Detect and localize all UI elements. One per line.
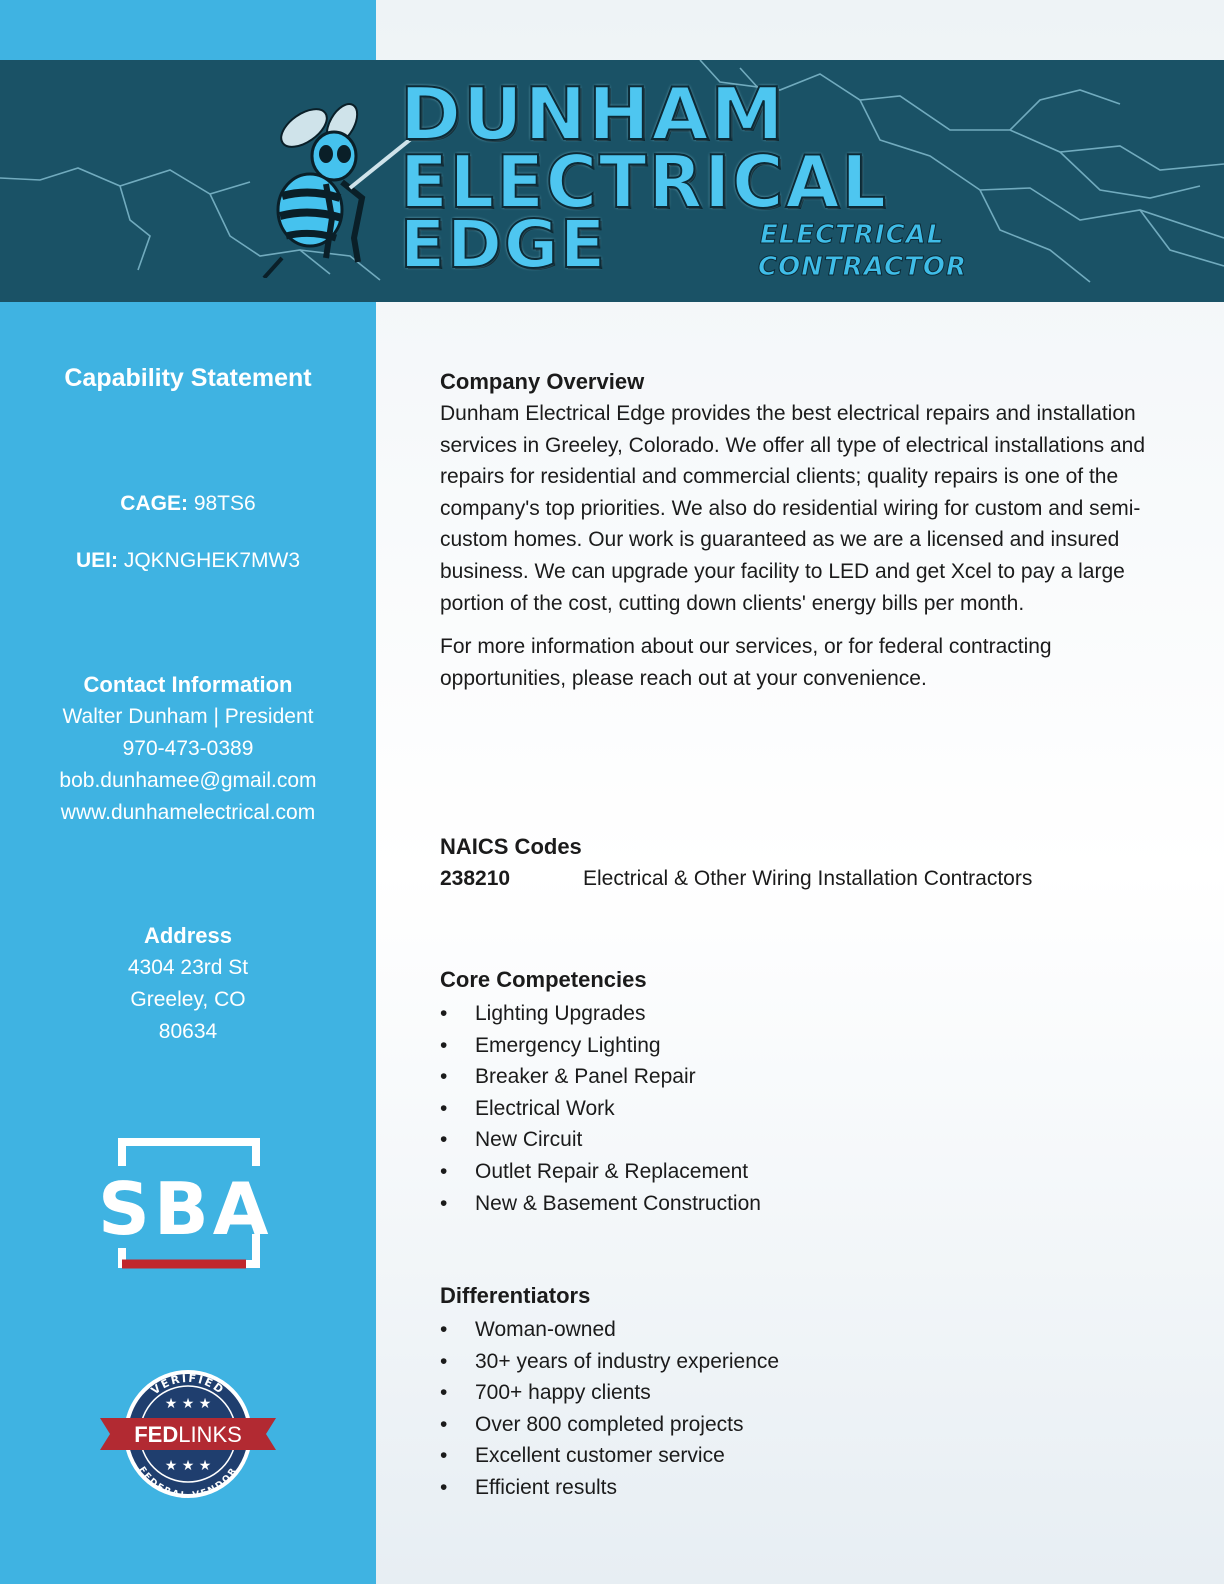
bullet-icon: • <box>440 1096 448 1120</box>
naics-row <box>440 863 1160 895</box>
sba-logo-text: SBA <box>98 1167 273 1251</box>
list-item-text: 30+ years of industry experience <box>475 1349 780 1373</box>
logo-line-electrical: ELECTRICAL <box>400 140 888 224</box>
bullet-icon: • <box>440 1065 448 1089</box>
contact-name: Walter Dunham | President <box>62 705 314 728</box>
company-overview-heading: Company Overview <box>440 369 645 394</box>
contact-block <box>0 669 376 829</box>
list-item-text: Over 800 completed projects <box>475 1412 744 1436</box>
cage-label: CAGE: <box>120 492 188 515</box>
list-item <box>440 1377 1160 1409</box>
bullet-icon: • <box>440 1412 448 1436</box>
list-item <box>440 1124 1160 1156</box>
list-item <box>440 1440 1160 1472</box>
cage-value: 98TS6 <box>193 492 256 515</box>
list-item <box>440 1093 1160 1125</box>
address-line2: Greeley, CO <box>130 988 246 1011</box>
svg-text:FEDLINKS <box>134 1422 242 1447</box>
list-item-text: 700+ happy clients <box>475 1381 651 1405</box>
contact-website[interactable]: www.dunhamelectrical.com <box>60 801 316 824</box>
bullet-icon: • <box>440 1159 448 1183</box>
logo-sub-contractor: CONTRACTOR <box>758 252 967 282</box>
list-item-text: Woman-owned <box>475 1318 616 1341</box>
core-competencies-list <box>440 998 1160 1219</box>
address-block <box>0 920 376 1048</box>
naics-section <box>440 831 1160 895</box>
star-icon: ★ ★ ★ <box>164 1458 212 1474</box>
differentiators-section <box>440 1280 1160 1504</box>
fedlinks-federal-vendor: FEDERAL VENDOR <box>136 1465 240 1502</box>
bullet-icon: • <box>440 1381 448 1405</box>
naics-heading: NAICS Codes <box>440 834 582 859</box>
bullet-icon: • <box>440 1128 448 1152</box>
contact-email[interactable]: bob.dunhamee@gmail.com <box>59 769 317 792</box>
list-item-text: New & Basement Construction <box>475 1191 761 1215</box>
company-overview-section <box>440 366 1160 694</box>
star-icon: ★ ★ ★ <box>164 1396 212 1412</box>
contact-heading: Contact Information <box>83 672 293 697</box>
bullet-icon: • <box>440 1191 448 1215</box>
list-item <box>440 1030 1160 1062</box>
logo-line-dunham: DUNHAM <box>400 72 786 156</box>
list-item-text: Efficient results <box>475 1475 618 1499</box>
list-item <box>440 998 1160 1030</box>
logo-line-edge: EDGE <box>400 206 608 283</box>
contact-invitation-text: For more information about our services, or for federal contracting opportunities, please reach out at your convenience. <box>440 635 1052 690</box>
bee-mascot-icon <box>262 98 412 278</box>
core-competencies-heading: Core Competencies <box>440 967 647 992</box>
list-item-text: Emergency Lighting <box>475 1033 661 1057</box>
uei-label: UEI: <box>75 549 118 572</box>
capability-statement-title: Capability Statement <box>64 364 312 392</box>
bullet-icon: • <box>440 1033 448 1057</box>
differentiators-list <box>440 1314 1160 1504</box>
core-competencies-section <box>440 964 1160 1219</box>
list-item-text: Outlet Repair & Replacement <box>475 1159 749 1183</box>
list-item-text: Excellent customer service <box>475 1444 725 1468</box>
fedlinks-badge <box>96 1368 280 1504</box>
bullet-icon: • <box>440 1475 448 1499</box>
cage-line <box>0 492 376 516</box>
list-item <box>440 1061 1160 1093</box>
naics-description: Electrical & Other Wiring Installation Contractors <box>583 867 1033 890</box>
company-overview-text: Dunham Electrical Edge provides the best electrical repairs and installation services in Greeley, Colorado. We offer all type of electrical installations and repairs for residential and commercial clients; quality repairs is one of the company's top priorities. We also do residential wiring for custom and semi-custom homes. Our work is guaranteed as we are a licensed and insured business. We can upgrade your facility to LED and get Xcel to pay a large portion of the cost, cutting down clients' energy bills per month. <box>440 402 1146 615</box>
list-item-text: New Circuit <box>475 1128 583 1152</box>
list-item <box>440 1156 1160 1188</box>
uei-line <box>0 549 376 573</box>
address-heading: Address <box>143 923 233 948</box>
uei-value: JQKNGHEK7MW3 <box>123 549 301 572</box>
fedlinks-brand-light: LINKS <box>178 1422 242 1447</box>
fedlinks-brand-bold: FED <box>134 1422 179 1447</box>
address-line1: 4304 23rd St <box>127 956 249 979</box>
sba-logo <box>96 1138 280 1278</box>
list-item-text: Electrical Work <box>475 1096 615 1120</box>
bullet-icon: • <box>440 1349 448 1373</box>
naics-code: 238210 <box>440 867 511 890</box>
logo-sub-electrical: ELECTRICAL <box>760 220 945 250</box>
list-item <box>440 1314 1160 1346</box>
fedlinks-verified: VERIFIED <box>148 1371 228 1398</box>
list-item <box>440 1409 1160 1441</box>
header-banner <box>0 60 1224 302</box>
list-item-text: Breaker & Panel Repair <box>475 1065 696 1089</box>
bullet-icon: • <box>440 1002 448 1025</box>
differentiators-heading: Differentiators <box>440 1283 591 1308</box>
list-item-text: Lighting Upgrades <box>475 1002 646 1025</box>
bullet-icon: • <box>440 1444 448 1468</box>
list-item <box>440 1188 1160 1220</box>
address-line3: 80634 <box>158 1020 218 1043</box>
list-item <box>440 1346 1160 1378</box>
contact-phone[interactable]: 970-473-0389 <box>122 737 254 760</box>
bullet-icon: • <box>440 1318 448 1341</box>
list-item <box>440 1472 1160 1504</box>
